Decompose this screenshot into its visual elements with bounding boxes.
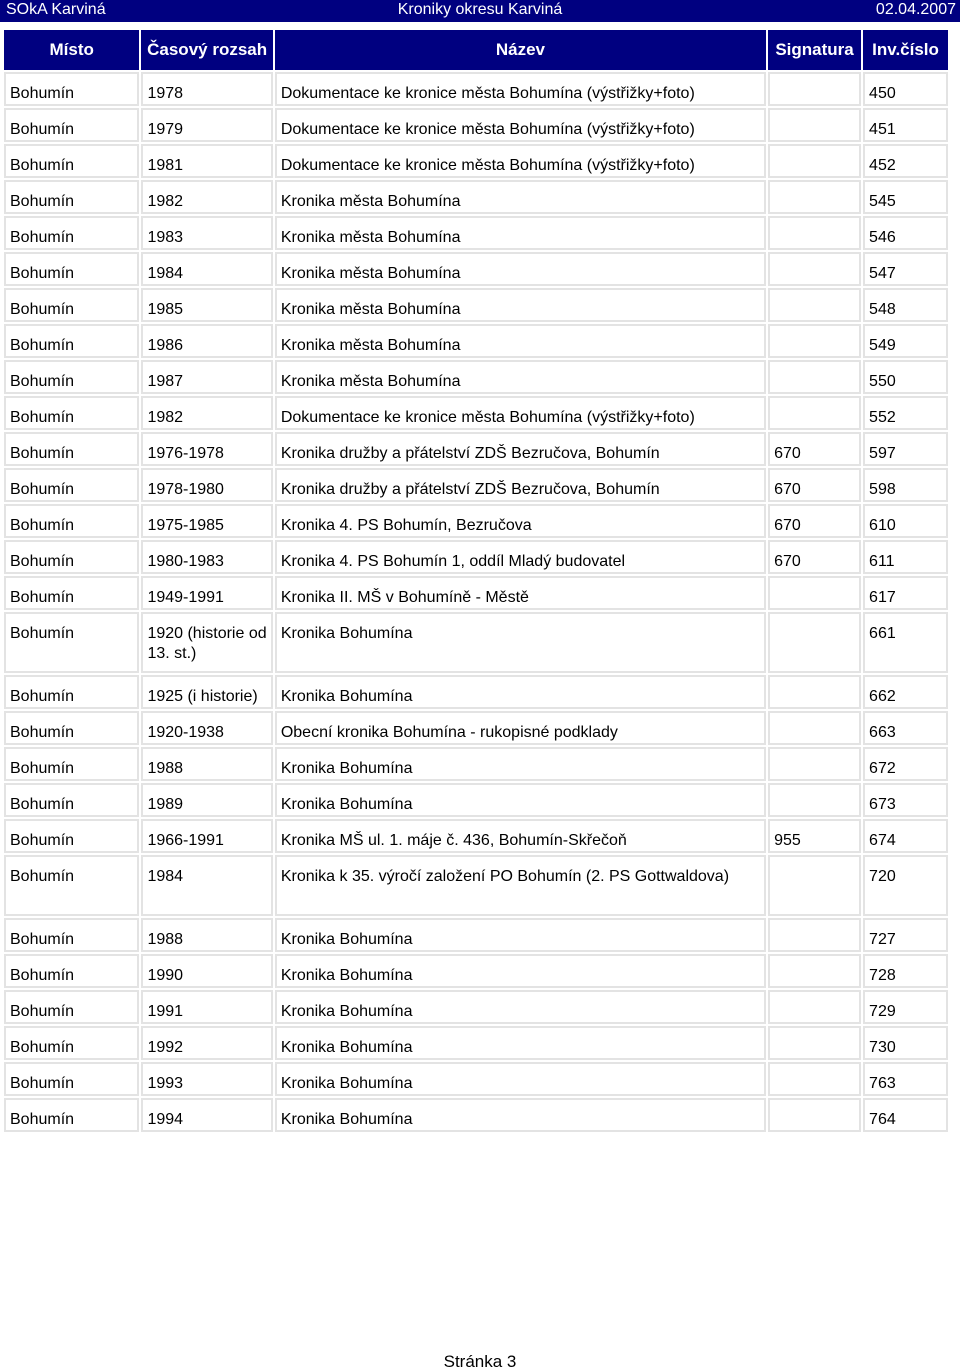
cell-signature <box>768 576 861 610</box>
cell-time-range: 1979 <box>141 108 272 142</box>
cell-signature: 670 <box>768 504 861 538</box>
cell-place: Bohumín <box>4 504 139 538</box>
cell-signature <box>768 855 861 916</box>
cell-place: Bohumín <box>4 432 139 466</box>
cell-place: Bohumín <box>4 540 139 574</box>
table-row <box>4 747 948 781</box>
cell-signature <box>768 990 861 1024</box>
cell-inventory-number: 763 <box>863 1062 948 1096</box>
cell-title: Kronika města Bohumína <box>275 216 766 250</box>
cell-title: Kronika Bohumína <box>275 675 766 709</box>
cell-title: Kronika II. MŠ v Bohumíně - Městě <box>275 576 766 610</box>
cell-time-range: 1978 <box>141 72 272 106</box>
cell-signature <box>768 918 861 952</box>
cell-signature <box>768 1062 861 1096</box>
cell-place: Bohumín <box>4 747 139 781</box>
table-row <box>4 252 948 286</box>
cell-title: Kronika Bohumína <box>275 918 766 952</box>
cell-title: Kronika Bohumína <box>275 990 766 1024</box>
cell-title: Kronika města Bohumína <box>275 324 766 358</box>
column-header-title: Název <box>275 30 766 70</box>
cell-place: Bohumín <box>4 144 139 178</box>
cell-title: Kronika družby a přátelství ZDŠ Bezručova, Bohumín <box>275 432 766 466</box>
cell-title: Kronika města Bohumína <box>275 252 766 286</box>
document-title: Kroniky okresu Karviná <box>397 1 563 18</box>
cell-time-range: 1988 <box>141 747 272 781</box>
cell-title: Kronika družby a přátelství ZDŠ Bezručova, Bohumín <box>275 468 766 502</box>
cell-title: Dokumentace ke kronice města Bohumína (výstřižky+foto) <box>275 144 766 178</box>
cell-inventory-number: 730 <box>863 1026 948 1060</box>
table-row <box>4 855 948 916</box>
table-row <box>4 180 948 214</box>
table-row <box>4 819 948 853</box>
cell-inventory-number: 550 <box>863 360 948 394</box>
cell-signature <box>768 324 861 358</box>
cell-time-range: 1981 <box>141 144 272 178</box>
cell-place: Bohumín <box>4 180 139 214</box>
archive-name: SOkA Karviná <box>6 1 106 18</box>
cell-signature <box>768 396 861 430</box>
cell-time-range: 1975-1985 <box>141 504 272 538</box>
table-row <box>4 918 948 952</box>
cell-time-range: 1978-1980 <box>141 468 272 502</box>
cell-signature <box>768 108 861 142</box>
cell-title: Kronika města Bohumína <box>275 180 766 214</box>
cell-time-range: 1992 <box>141 1026 272 1060</box>
cell-signature <box>768 954 861 988</box>
cell-time-range: 1980-1983 <box>141 540 272 574</box>
table-row <box>4 324 948 358</box>
cell-inventory-number: 451 <box>863 108 948 142</box>
column-header-signature: Signatura <box>768 30 861 70</box>
cell-place: Bohumín <box>4 990 139 1024</box>
cell-place: Bohumín <box>4 360 139 394</box>
cell-inventory-number: 450 <box>863 72 948 106</box>
cell-inventory-number: 549 <box>863 324 948 358</box>
cell-place: Bohumín <box>4 1098 139 1132</box>
cell-title: Kronika města Bohumína <box>275 288 766 322</box>
cell-inventory-number: 674 <box>863 819 948 853</box>
cell-title: Kronika Bohumína <box>275 1098 766 1132</box>
cell-time-range: 1949-1991 <box>141 576 272 610</box>
cell-title: Kronika 4. PS Bohumín, Bezručova <box>275 504 766 538</box>
table-row <box>4 432 948 466</box>
cell-inventory-number: 727 <box>863 918 948 952</box>
cell-time-range: 1984 <box>141 252 272 286</box>
table-row <box>4 576 948 610</box>
table-row <box>4 711 948 745</box>
chronicles-table <box>2 28 950 1134</box>
cell-title: Kronika Bohumína <box>275 954 766 988</box>
cell-inventory-number: 548 <box>863 288 948 322</box>
cell-title: Kronika Bohumína <box>275 612 766 673</box>
cell-title: Dokumentace ke kronice města Bohumína (výstřižky+foto) <box>275 72 766 106</box>
cell-time-range: 1993 <box>141 1062 272 1096</box>
cell-time-range: 1920-1938 <box>141 711 272 745</box>
cell-inventory-number: 598 <box>863 468 948 502</box>
column-header-time-range: Časový rozsah <box>141 30 272 70</box>
cell-signature: 955 <box>768 819 861 853</box>
cell-place: Bohumín <box>4 468 139 502</box>
cell-place: Bohumín <box>4 324 139 358</box>
table-row <box>4 1026 948 1060</box>
cell-signature <box>768 72 861 106</box>
cell-signature <box>768 711 861 745</box>
table-row <box>4 144 948 178</box>
cell-inventory-number: 546 <box>863 216 948 250</box>
table-body <box>4 72 948 1132</box>
cell-place: Bohumín <box>4 252 139 286</box>
table-row <box>4 288 948 322</box>
cell-signature <box>768 216 861 250</box>
cell-place: Bohumín <box>4 855 139 916</box>
cell-signature <box>768 252 861 286</box>
cell-inventory-number: 729 <box>863 990 948 1024</box>
table-row <box>4 360 948 394</box>
cell-time-range: 1994 <box>141 1098 272 1132</box>
cell-signature: 670 <box>768 540 861 574</box>
table-row <box>4 468 948 502</box>
cell-place: Bohumín <box>4 819 139 853</box>
cell-title: Kronika Bohumína <box>275 1026 766 1060</box>
cell-inventory-number: 672 <box>863 747 948 781</box>
cell-signature <box>768 360 861 394</box>
cell-signature <box>768 144 861 178</box>
cell-title: Kronika Bohumína <box>275 1062 766 1096</box>
document-date: 02.04.2007 <box>875 1 956 18</box>
cell-inventory-number: 764 <box>863 1098 948 1132</box>
cell-place: Bohumín <box>4 711 139 745</box>
cell-signature <box>768 1026 861 1060</box>
table-header-row <box>4 30 948 70</box>
cell-place: Bohumín <box>4 396 139 430</box>
page-header-bar <box>0 0 960 22</box>
table-row <box>4 990 948 1024</box>
cell-signature <box>768 675 861 709</box>
cell-signature: 670 <box>768 432 861 466</box>
cell-title: Kronika MŠ ul. 1. máje č. 436, Bohumín-Skřečoň <box>275 819 766 853</box>
cell-title: Dokumentace ke kronice města Bohumína (výstřižky+foto) <box>275 396 766 430</box>
cell-signature <box>768 1098 861 1132</box>
cell-title: Kronika města Bohumína <box>275 360 766 394</box>
table-row <box>4 108 948 142</box>
cell-inventory-number: 552 <box>863 396 948 430</box>
cell-signature <box>768 612 861 673</box>
cell-place: Bohumín <box>4 108 139 142</box>
cell-time-range: 1988 <box>141 918 272 952</box>
cell-time-range: 1976-1978 <box>141 432 272 466</box>
cell-place: Bohumín <box>4 72 139 106</box>
cell-time-range: 1990 <box>141 954 272 988</box>
cell-inventory-number: 617 <box>863 576 948 610</box>
cell-place: Bohumín <box>4 216 139 250</box>
table-row <box>4 396 948 430</box>
table-row <box>4 216 948 250</box>
cell-title: Dokumentace ke kronice města Bohumína (výstřižky+foto) <box>275 108 766 142</box>
table-row <box>4 612 948 673</box>
cell-inventory-number: 545 <box>863 180 948 214</box>
cell-inventory-number: 597 <box>863 432 948 466</box>
cell-signature <box>768 747 861 781</box>
cell-time-range: 1984 <box>141 855 272 916</box>
cell-signature <box>768 180 861 214</box>
column-header-place: Místo <box>4 30 139 70</box>
cell-place: Bohumín <box>4 1026 139 1060</box>
cell-title: Kronika Bohumína <box>275 783 766 817</box>
cell-inventory-number: 611 <box>863 540 948 574</box>
cell-title: Kronika 4. PS Bohumín 1, oddíl Mladý budovatel <box>275 540 766 574</box>
cell-signature <box>768 783 861 817</box>
cell-place: Bohumín <box>4 288 139 322</box>
cell-inventory-number: 547 <box>863 252 948 286</box>
cell-time-range: 1982 <box>141 180 272 214</box>
page-number: Stránka 3 <box>443 1352 517 1371</box>
table-row <box>4 72 948 106</box>
cell-place: Bohumín <box>4 1062 139 1096</box>
table-row <box>4 540 948 574</box>
cell-inventory-number: 663 <box>863 711 948 745</box>
cell-time-range: 1986 <box>141 324 272 358</box>
cell-time-range: 1991 <box>141 990 272 1024</box>
column-header-inventory-number: Inv.číslo <box>863 30 948 70</box>
table-row <box>4 504 948 538</box>
cell-place: Bohumín <box>4 954 139 988</box>
cell-inventory-number: 662 <box>863 675 948 709</box>
cell-title: Obecní kronika Bohumína - rukopisné podklady <box>275 711 766 745</box>
cell-place: Bohumín <box>4 576 139 610</box>
cell-place: Bohumín <box>4 675 139 709</box>
cell-place: Bohumín <box>4 783 139 817</box>
cell-time-range: 1966-1991 <box>141 819 272 853</box>
cell-time-range: 1983 <box>141 216 272 250</box>
cell-time-range: 1987 <box>141 360 272 394</box>
cell-place: Bohumín <box>4 918 139 952</box>
table-row <box>4 954 948 988</box>
table-row <box>4 783 948 817</box>
cell-inventory-number: 720 <box>863 855 948 916</box>
cell-time-range: 1989 <box>141 783 272 817</box>
cell-signature <box>768 288 861 322</box>
cell-inventory-number: 610 <box>863 504 948 538</box>
cell-inventory-number: 661 <box>863 612 948 673</box>
table-row <box>4 1062 948 1096</box>
cell-time-range: 1982 <box>141 396 272 430</box>
cell-time-range: 1925 (i historie) <box>141 675 272 709</box>
cell-title: Kronika k 35. výročí založení PO Bohumín (2. PS Gottwaldova) <box>275 855 766 916</box>
cell-place: Bohumín <box>4 612 139 673</box>
cell-signature: 670 <box>768 468 861 502</box>
cell-title: Kronika Bohumína <box>275 747 766 781</box>
table-row <box>4 1098 948 1132</box>
cell-inventory-number: 452 <box>863 144 948 178</box>
cell-time-range: 1920 (historie od 13. st.) <box>141 612 272 673</box>
cell-inventory-number: 728 <box>863 954 948 988</box>
cell-time-range: 1985 <box>141 288 272 322</box>
table-row <box>4 675 948 709</box>
cell-inventory-number: 673 <box>863 783 948 817</box>
